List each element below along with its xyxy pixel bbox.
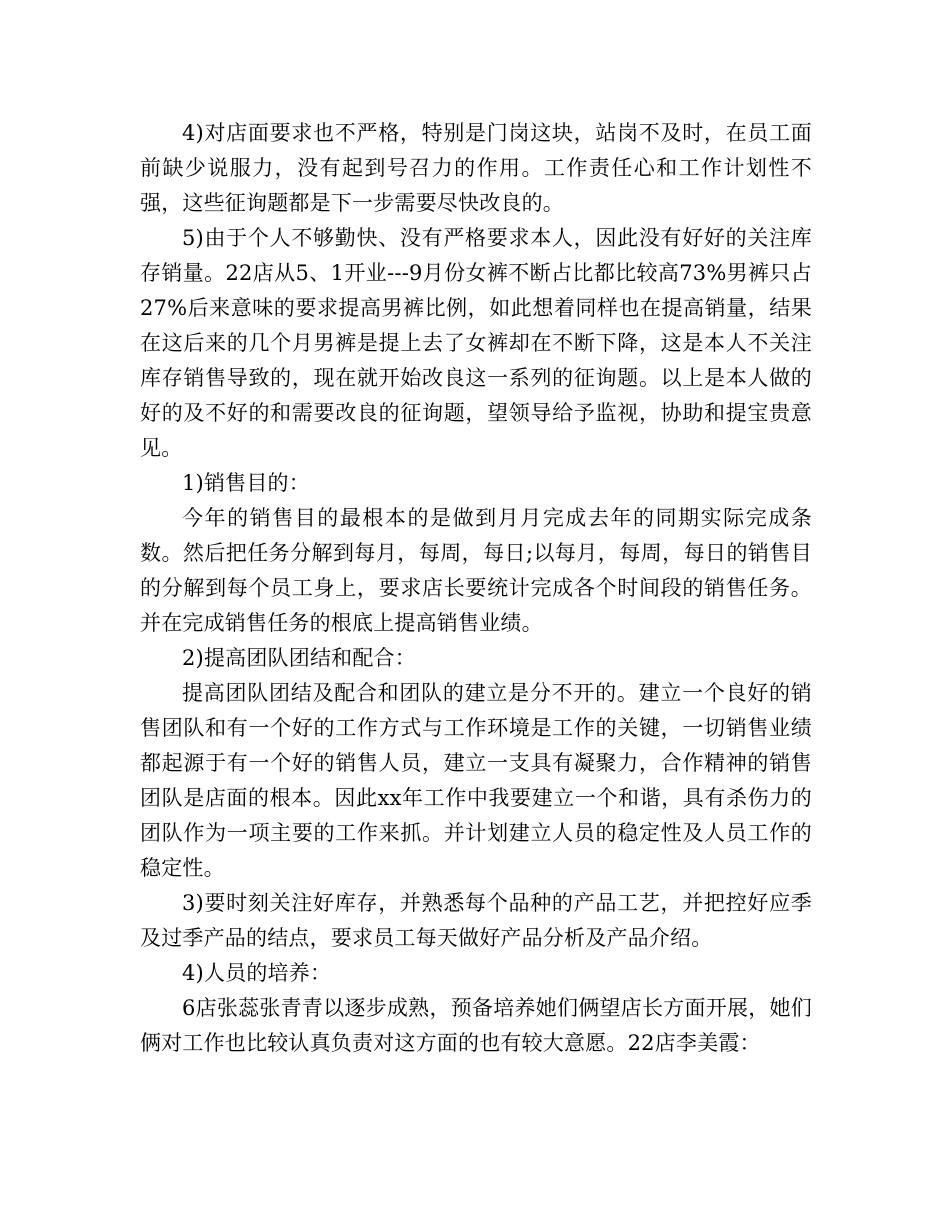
paragraph-4-store-requirements: 4)对店面要求也不严格，特别是门岗这块，站岗不及时，在员工面前缺少说服力，没有起到号召力的作用。工作责任心和工作计划性不强，这些征询题都是下一步需要尽快改良的。 (140, 121, 812, 215)
heading-team-unity: 2)提高团队团结和配合： (182, 646, 416, 670)
paragraph-5-inventory-sales: 5)由于个人不够勤快、没有严格要求本人，因此没有好好的关注库存销量。22店从5、1开业---9月份女裤不断占比都比较高73%男裤只占27%后来意味的要求提高男裤比例，如此想着同样也在提高销量，结果在这后来的几个月男裤是提上去了女裤却在不断下降，这是本人不关注库存销售导致的，现在就开始改良这一系列的征询题。以上是本人做的好的及不好的和需要改良的征询题，望领导给予监视，协助和提宝贵意见。 (140, 226, 812, 460)
paragraph-sales-goal: 今年的销售目的最根本的是做到月月完成去年的同期实际完成条数。然后把任务分解到每月，每周，每日;以每月，每周，每日的销售目的分解到每个员工身上，要求店长要统计完成各个时间段的销售任务。并在完成销售任务的根底上提高销售业绩。 (140, 506, 812, 635)
paragraph-staff-training: 6店张蕊张青青以逐步成熟，预备培养她们俩望店长方面开展，她们俩对工作也比较认真负责对这方面的也有较大意愿。22店李美霞： (140, 996, 812, 1055)
paragraph-team-unity: 提高团队团结及配合和团队的建立是分不开的。建立一个良好的销售团队和有一个好的工作方式与工作环境是工作的关键，一切销售业绩都起源于有一个好的销售人员，建立一支具有凝聚力，合作精神的销售团队是店面的根本。因此xx年工作中我要建立一个和谐，具有杀伤力的团队作为一项主要的工作来抓。并计划建立人员的稳定性及人员工作的稳定性。 (140, 681, 812, 880)
paragraph-inventory-attention: 3)要时刻关注好库存，并熟悉每个品种的产品工艺，并把控好应季及过季产品的结点，要求员工每天做好产品分析及产品介绍。 (140, 891, 812, 950)
heading-sales-goal: 1)销售目的： (182, 471, 310, 495)
heading-staff-training: 4)人员的培养： (182, 961, 332, 985)
document-page (140, 116, 812, 1061)
